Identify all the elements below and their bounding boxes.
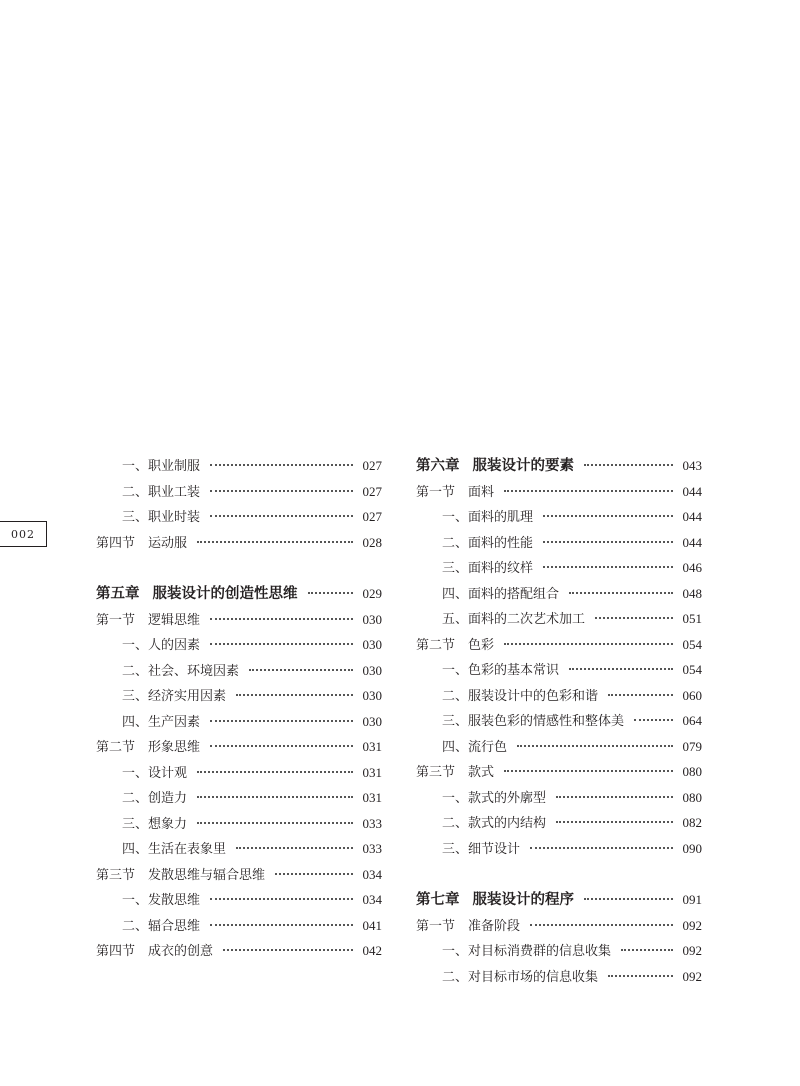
toc-section-row[interactable] (96, 734, 382, 760)
entry-page-number: 029 (362, 586, 382, 601)
entry-page-number: 092 (682, 943, 702, 958)
toc-chapter-row[interactable] (416, 453, 702, 479)
entry-title: 发散思维与辐合思维 (148, 867, 266, 883)
toc-section-row[interactable] (416, 632, 702, 658)
entry-title: 二、款式的内结构 (442, 816, 547, 831)
entry-title: 一、发散思维 (122, 893, 201, 908)
entry-title: 四、面料的搭配组合 (442, 586, 560, 602)
toc-section-row[interactable] (96, 938, 382, 964)
dot-leader (504, 643, 673, 645)
dot-leader (530, 847, 673, 849)
entry-title: 服装设计的创造性思维 (152, 585, 298, 602)
entry-page-number: 042 (362, 943, 382, 958)
entry-page-number: 060 (682, 687, 702, 703)
dot-leader (275, 873, 353, 875)
entry-page-number: 054 (682, 662, 702, 677)
entry-page-number: 046 (682, 560, 702, 575)
toc-item-row[interactable] (416, 938, 702, 964)
dot-leader (556, 796, 673, 798)
entry-page-number: 082 (682, 815, 702, 830)
dot-leader (556, 821, 673, 823)
toc-section-row[interactable] (416, 913, 702, 939)
toc-section-row[interactable] (96, 862, 382, 888)
entry-page-number: 030 (362, 713, 382, 729)
dot-leader (569, 592, 673, 594)
entry-page-number: 031 (362, 790, 382, 805)
entry-page-number: 090 (682, 840, 702, 856)
entry-title: 三、面料的纹样 (442, 561, 534, 576)
entry-page-number: 030 (362, 637, 382, 652)
dot-leader (236, 847, 353, 849)
dot-leader (210, 490, 353, 492)
entry-title: 三、职业时装 (122, 510, 201, 525)
entry-title: 一、对目标消费群的信息收集 (442, 944, 612, 959)
toc-right-column (416, 453, 702, 989)
entry-title: 五、面料的二次艺术加工 (442, 612, 586, 627)
toc-item-row[interactable] (96, 913, 382, 939)
toc-section-row[interactable] (416, 759, 702, 785)
page-number: 002 (11, 527, 35, 541)
dot-leader (569, 668, 673, 670)
section-spacer (96, 555, 382, 581)
toc-section-row[interactable] (96, 607, 382, 633)
dot-leader (210, 924, 353, 926)
entry-title: 二、社会、环境因素 (122, 663, 240, 679)
entry-page-number: 079 (682, 738, 702, 754)
dot-leader (504, 490, 673, 492)
entry-page-number: 044 (682, 534, 702, 550)
dot-leader (210, 464, 353, 466)
dot-leader (210, 643, 353, 645)
entry-title: 三、想象力 (122, 816, 188, 832)
dot-leader (210, 618, 353, 620)
dot-leader (621, 949, 673, 951)
chapter-number: 第七章 (416, 891, 460, 908)
toc-item-row[interactable] (96, 683, 382, 709)
entry-title: 二、面料的性能 (442, 535, 534, 551)
entry-title: 一、人的因素 (122, 638, 201, 653)
dot-leader (210, 515, 353, 517)
dot-leader (517, 745, 673, 747)
dot-leader (543, 541, 673, 543)
toc-item-row[interactable] (96, 887, 382, 913)
entry-title: 四、生产因素 (122, 714, 201, 730)
toc-item-row[interactable] (416, 530, 702, 556)
entry-page-number: 064 (682, 713, 702, 728)
toc-left-column (96, 453, 382, 964)
dot-leader (634, 719, 673, 721)
section-number: 第二节 (96, 740, 136, 755)
toc-item-row[interactable] (416, 810, 702, 836)
entry-title: 二、对目标市场的信息收集 (442, 969, 599, 985)
entry-title: 服装设计的程序 (472, 891, 574, 908)
dot-leader (210, 745, 353, 747)
toc-item-row[interactable] (416, 657, 702, 683)
entry-page-number: 027 (362, 509, 382, 524)
entry-page-number: 044 (682, 483, 702, 499)
dot-leader (608, 694, 673, 696)
toc-item-row[interactable] (416, 708, 702, 734)
toc-item-row[interactable] (96, 785, 382, 811)
entry-page-number: 034 (362, 866, 382, 882)
section-number: 第三节 (96, 867, 136, 883)
entry-title: 一、设计观 (122, 765, 188, 781)
entry-title: 三、细节设计 (442, 841, 521, 857)
entry-title: 三、服装色彩的情感性和整体美 (442, 714, 625, 729)
dot-leader (210, 898, 353, 900)
toc-section-row[interactable] (96, 530, 382, 556)
entry-title: 二、创造力 (122, 791, 188, 806)
section-spacer (416, 861, 702, 887)
entry-page-number: 031 (362, 764, 382, 780)
entry-title: 形象思维 (148, 740, 201, 755)
toc-chapter-row[interactable] (96, 581, 382, 607)
toc-item-row[interactable] (416, 785, 702, 811)
toc-item-row[interactable] (96, 836, 382, 862)
entry-title: 成衣的创意 (148, 944, 214, 959)
section-number: 第二节 (416, 637, 456, 653)
entry-page-number: 051 (682, 611, 702, 626)
section-number: 第四节 (96, 944, 136, 959)
section-number: 第一节 (96, 612, 136, 628)
dot-leader (608, 975, 673, 977)
entry-title: 二、服装设计中的色彩和谐 (442, 688, 599, 704)
section-number: 第一节 (416, 484, 456, 500)
dot-leader (530, 924, 673, 926)
section-number: 第三节 (416, 765, 456, 780)
entry-title: 四、生活在表象里 (122, 842, 227, 857)
entry-title: 准备阶段 (468, 918, 521, 934)
dot-leader (308, 592, 354, 594)
toc-item-row[interactable] (416, 555, 702, 581)
entry-title: 三、经济实用因素 (122, 689, 227, 704)
entry-title: 一、职业制服 (122, 459, 201, 474)
entry-page-number: 030 (362, 662, 382, 678)
entry-page-number: 048 (682, 585, 702, 601)
toc-section-row[interactable] (416, 479, 702, 505)
toc-item-row[interactable] (416, 606, 702, 632)
entry-page-number: 092 (682, 917, 702, 933)
entry-title: 一、面料的肌理 (442, 510, 534, 525)
entry-page-number: 092 (682, 968, 702, 984)
entry-page-number: 043 (682, 458, 702, 473)
dot-leader (249, 669, 353, 671)
entry-page-number: 034 (362, 892, 382, 907)
chapter-number: 第六章 (416, 457, 460, 474)
entry-page-number: 030 (362, 688, 382, 703)
dot-leader (223, 949, 353, 951)
page-number-tab (0, 521, 47, 547)
dot-leader (197, 541, 353, 543)
toc-item-row[interactable] (96, 760, 382, 786)
toc-item-row[interactable] (416, 734, 702, 760)
dot-leader (197, 822, 353, 824)
toc-item-row[interactable] (416, 683, 702, 709)
chapter-number: 第五章 (96, 585, 140, 602)
dot-leader (197, 796, 353, 798)
entry-title: 逻辑思维 (148, 612, 201, 628)
dot-leader (595, 617, 673, 619)
entry-page-number: 054 (682, 636, 702, 652)
toc-item-row[interactable] (96, 479, 382, 505)
toc-item-row[interactable] (96, 658, 382, 684)
entry-page-number: 080 (682, 789, 702, 805)
entry-page-number: 033 (362, 815, 382, 831)
entry-page-number: 080 (682, 764, 702, 779)
dot-leader (584, 464, 673, 466)
toc-item-row[interactable] (96, 811, 382, 837)
entry-page-number: 031 (362, 739, 382, 754)
entry-page-number: 044 (682, 509, 702, 524)
toc-item-row[interactable] (96, 632, 382, 658)
entry-page-number: 091 (682, 892, 702, 907)
entry-title: 运动服 (148, 535, 188, 551)
toc-item-row[interactable] (416, 504, 702, 530)
dot-leader (504, 770, 673, 772)
toc-item-row[interactable] (416, 964, 702, 990)
toc-item-row[interactable] (416, 581, 702, 607)
entry-title: 二、职业工装 (122, 484, 201, 500)
dot-leader (210, 720, 353, 722)
entry-title: 款式 (468, 765, 495, 780)
toc-item-row[interactable] (96, 709, 382, 735)
section-number: 第四节 (96, 535, 136, 551)
entry-page-number: 033 (362, 841, 382, 856)
entry-title: 面料 (468, 484, 495, 500)
dot-leader (236, 694, 353, 696)
dot-leader (197, 771, 353, 773)
toc-item-row[interactable] (96, 504, 382, 530)
entry-title: 一、款式的外廓型 (442, 790, 547, 806)
toc-chapter-row[interactable] (416, 887, 702, 913)
dot-leader (584, 898, 673, 900)
entry-page-number: 027 (362, 483, 382, 499)
entry-page-number: 041 (362, 917, 382, 933)
dot-leader (543, 515, 673, 517)
toc-item-row[interactable] (416, 836, 702, 862)
toc-item-row[interactable] (96, 453, 382, 479)
entry-title: 一、色彩的基本常识 (442, 663, 560, 678)
entry-page-number: 028 (362, 534, 382, 550)
section-number: 第一节 (416, 918, 456, 934)
entry-title: 四、流行色 (442, 739, 508, 755)
entry-page-number: 030 (362, 611, 382, 627)
entry-title: 色彩 (468, 637, 495, 653)
dot-leader (543, 566, 673, 568)
entry-page-number: 027 (362, 458, 382, 473)
entry-title: 二、辐合思维 (122, 918, 201, 934)
entry-title: 服装设计的要素 (472, 457, 574, 474)
